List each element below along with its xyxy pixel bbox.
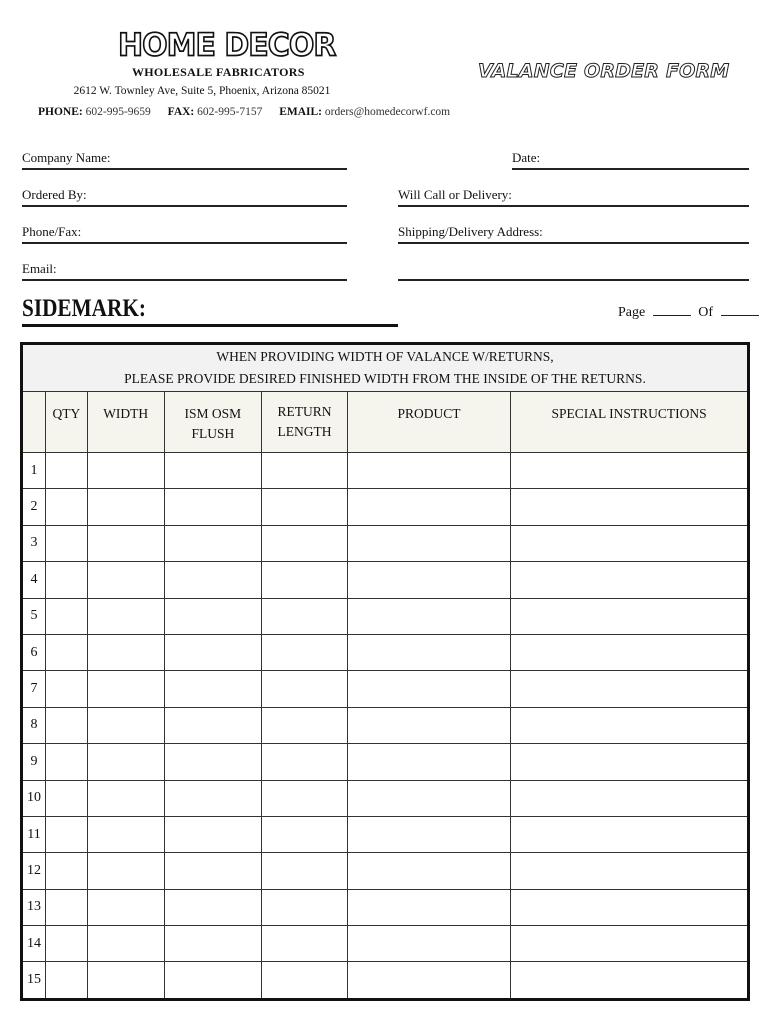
table-header-row: [22, 392, 749, 453]
product-cell[interactable]: [347, 962, 510, 999]
special-instructions-cell[interactable]: [511, 780, 749, 816]
product-cell[interactable]: [347, 744, 510, 780]
width-cell[interactable]: [87, 489, 164, 525]
row-number: 1: [22, 453, 46, 489]
special-instructions-cell[interactable]: [511, 562, 749, 598]
product-cell[interactable]: [347, 453, 510, 489]
page-total-field[interactable]: [721, 303, 759, 316]
page-counter: [618, 303, 763, 321]
page-label: Page: [618, 305, 646, 320]
width-cell[interactable]: [87, 707, 164, 743]
qty-cell[interactable]: [45, 525, 87, 561]
table-row: [22, 525, 749, 561]
return-header-line2: LENGTH: [277, 424, 332, 439]
row-number: 2: [22, 489, 46, 525]
width-cell[interactable]: [87, 780, 164, 816]
width-cell[interactable]: [87, 926, 164, 962]
table-row: [22, 489, 749, 525]
row-number: 15: [22, 962, 46, 999]
return-length-cell[interactable]: [262, 853, 348, 889]
table-row: [22, 780, 749, 816]
return-length-cell[interactable]: [262, 671, 348, 707]
qty-cell[interactable]: [45, 707, 87, 743]
company-contact-line: [38, 106, 464, 118]
special-instructions-cell[interactable]: [511, 962, 749, 999]
special-instructions-cell[interactable]: [511, 598, 749, 634]
table-row: [22, 562, 749, 598]
notice-line-1: WHEN PROVIDING WIDTH OF VALANCE W/RETURNS,: [216, 349, 554, 364]
ism-osm-flush-cell[interactable]: [164, 926, 262, 962]
special-instructions-cell[interactable]: [511, 889, 749, 925]
row-number: 8: [22, 707, 46, 743]
table-row: [22, 889, 749, 925]
ism-osm-flush-cell[interactable]: [164, 634, 262, 670]
table-row: [22, 671, 749, 707]
email-label: EMAIL:: [279, 106, 323, 118]
table-row: [22, 634, 749, 670]
special-instructions-cell[interactable]: [511, 489, 749, 525]
product-header: PRODUCT: [347, 392, 510, 453]
return-length-cell[interactable]: [262, 562, 348, 598]
ism-osm-flush-cell[interactable]: [164, 816, 262, 852]
qty-cell[interactable]: [45, 853, 87, 889]
of-label: Of: [698, 305, 713, 320]
special-instructions-cell[interactable]: [511, 816, 749, 852]
return-header-line1: RETURN: [277, 404, 332, 419]
product-cell[interactable]: [347, 489, 510, 525]
row-number: 9: [22, 744, 46, 780]
product-cell[interactable]: [347, 853, 510, 889]
special-instructions-cell[interactable]: [511, 634, 749, 670]
company-name-field[interactable]: [22, 168, 347, 170]
return-length-cell[interactable]: [262, 780, 348, 816]
return-length-cell[interactable]: [262, 489, 348, 525]
company-name-label: Company Name:: [22, 150, 111, 165]
ism-osm-flush-cell[interactable]: [164, 780, 262, 816]
phone-fax-field[interactable]: [22, 242, 347, 244]
shipping-address-field-line2[interactable]: [398, 279, 749, 281]
qty-cell[interactable]: [45, 671, 87, 707]
return-length-cell[interactable]: [262, 889, 348, 925]
qty-header: QTY: [45, 392, 87, 453]
product-cell[interactable]: [347, 816, 510, 852]
return-length-cell[interactable]: [262, 816, 348, 852]
table-row: [22, 707, 749, 743]
product-cell[interactable]: [347, 889, 510, 925]
email-field-label: Email:: [22, 261, 57, 276]
width-cell[interactable]: [87, 962, 164, 999]
row-number: 4: [22, 562, 46, 598]
width-cell[interactable]: [87, 525, 164, 561]
return-length-cell[interactable]: [262, 962, 348, 999]
shipping-address-field[interactable]: [398, 242, 749, 244]
width-cell[interactable]: [87, 853, 164, 889]
phone-value: 602-995-9659: [85, 106, 151, 118]
fax-label: FAX:: [167, 106, 195, 118]
ordered-by-field[interactable]: [22, 205, 347, 207]
width-header: WIDTH: [87, 392, 164, 453]
company-address: 2612 W. Townley Ave, Suite 5, Phoenix, Arizona 85021: [73, 85, 331, 97]
will-call-field[interactable]: [398, 205, 749, 207]
sidemark-field[interactable]: [22, 324, 398, 327]
product-cell[interactable]: [347, 525, 510, 561]
ism-osm-flush-cell[interactable]: [164, 489, 262, 525]
table-row: [22, 853, 749, 889]
table-row: [22, 816, 749, 852]
product-cell[interactable]: [347, 562, 510, 598]
table-row: [22, 453, 749, 489]
row-number: 7: [22, 671, 46, 707]
row-number: 6: [22, 634, 46, 670]
row-number: 11: [22, 816, 46, 852]
ism-osm-flush-cell[interactable]: [164, 889, 262, 925]
return-length-cell[interactable]: [262, 598, 348, 634]
row-number-header: [22, 392, 46, 453]
ism-osm-flush-cell[interactable]: [164, 453, 262, 489]
qty-cell[interactable]: [45, 780, 87, 816]
ordered-by-label: Ordered By:: [22, 187, 87, 202]
special-instructions-cell[interactable]: [511, 707, 749, 743]
ism-osm-flush-cell[interactable]: [164, 744, 262, 780]
ism-osm-flush-cell[interactable]: [164, 671, 262, 707]
row-number: 5: [22, 598, 46, 634]
return-length-cell[interactable]: [262, 525, 348, 561]
width-cell[interactable]: [87, 671, 164, 707]
email-value: orders@homedecorwf.com: [324, 106, 451, 118]
row-number: 3: [22, 525, 46, 561]
order-table: [20, 342, 750, 1001]
table-row: [22, 744, 749, 780]
will-call-label: Will Call or Delivery:: [398, 187, 512, 202]
width-cell[interactable]: [87, 453, 164, 489]
product-cell[interactable]: [347, 926, 510, 962]
qty-cell[interactable]: [45, 598, 87, 634]
date-field[interactable]: [512, 168, 749, 170]
qty-cell[interactable]: [45, 926, 87, 962]
width-cell[interactable]: [87, 562, 164, 598]
qty-cell[interactable]: [45, 816, 87, 852]
row-number: 12: [22, 853, 46, 889]
form-title: VALANCE ORDER FORM: [478, 60, 730, 82]
ism-osm-flush-header: ISM OSM FLUSH: [164, 392, 262, 453]
product-cell[interactable]: [347, 598, 510, 634]
qty-cell[interactable]: [45, 744, 87, 780]
shipping-address-label: Shipping/Delivery Address:: [398, 224, 543, 239]
ism-osm-flush-cell[interactable]: [164, 707, 262, 743]
company-tagline: WHOLESALE FABRICATORS: [132, 65, 305, 79]
ism-osm-flush-cell[interactable]: [164, 853, 262, 889]
product-cell[interactable]: [347, 671, 510, 707]
date-label: Date:: [512, 150, 541, 165]
return-length-cell[interactable]: [262, 707, 348, 743]
ism-osm-flush-cell[interactable]: [164, 962, 262, 999]
return-length-cell[interactable]: [262, 634, 348, 670]
ism-osm-flush-cell[interactable]: [164, 525, 262, 561]
product-cell[interactable]: [347, 780, 510, 816]
special-instructions-cell[interactable]: [511, 744, 749, 780]
special-instructions-cell[interactable]: [511, 671, 749, 707]
notice-line-2: PLEASE PROVIDE DESIRED FINISHED WIDTH FROM THE INSIDE OF THE RETURNS.: [124, 371, 646, 386]
width-cell[interactable]: [87, 598, 164, 634]
width-notice: [22, 344, 749, 392]
email-field[interactable]: [22, 279, 347, 281]
width-cell[interactable]: [87, 816, 164, 852]
qty-cell[interactable]: [45, 489, 87, 525]
sidemark-label: SIDEMARK:: [22, 295, 146, 322]
table-row: [22, 926, 749, 962]
row-number: 14: [22, 926, 46, 962]
qty-cell[interactable]: [45, 562, 87, 598]
row-number: 10: [22, 780, 46, 816]
table-row: [22, 962, 749, 999]
phone-label: PHONE:: [38, 106, 83, 118]
width-cell[interactable]: [87, 744, 164, 780]
product-cell[interactable]: [347, 634, 510, 670]
company-logo-name: HOME DECOR: [118, 27, 336, 64]
qty-cell[interactable]: [45, 962, 87, 999]
return-length-cell[interactable]: [262, 453, 348, 489]
width-cell[interactable]: [87, 889, 164, 925]
product-cell[interactable]: [347, 707, 510, 743]
phone-fax-label: Phone/Fax:: [22, 224, 82, 239]
fax-value: 602-995-7157: [197, 106, 263, 118]
qty-cell[interactable]: [45, 634, 87, 670]
ism-osm-flush-cell[interactable]: [164, 562, 262, 598]
page-number-field[interactable]: [653, 303, 691, 316]
width-cell[interactable]: [87, 634, 164, 670]
return-length-cell[interactable]: [262, 926, 348, 962]
return-length-cell[interactable]: [262, 744, 348, 780]
table-row: [22, 598, 749, 634]
row-number: 13: [22, 889, 46, 925]
ism-osm-flush-cell[interactable]: [164, 598, 262, 634]
special-instructions-header: SPECIAL INSTRUCTIONS: [511, 392, 749, 453]
qty-cell[interactable]: [45, 889, 87, 925]
qty-cell[interactable]: [45, 453, 87, 489]
special-instructions-cell[interactable]: [511, 525, 749, 561]
special-instructions-cell[interactable]: [511, 926, 749, 962]
return-length-header: [262, 392, 348, 453]
special-instructions-cell[interactable]: [511, 453, 749, 489]
special-instructions-cell[interactable]: [511, 853, 749, 889]
